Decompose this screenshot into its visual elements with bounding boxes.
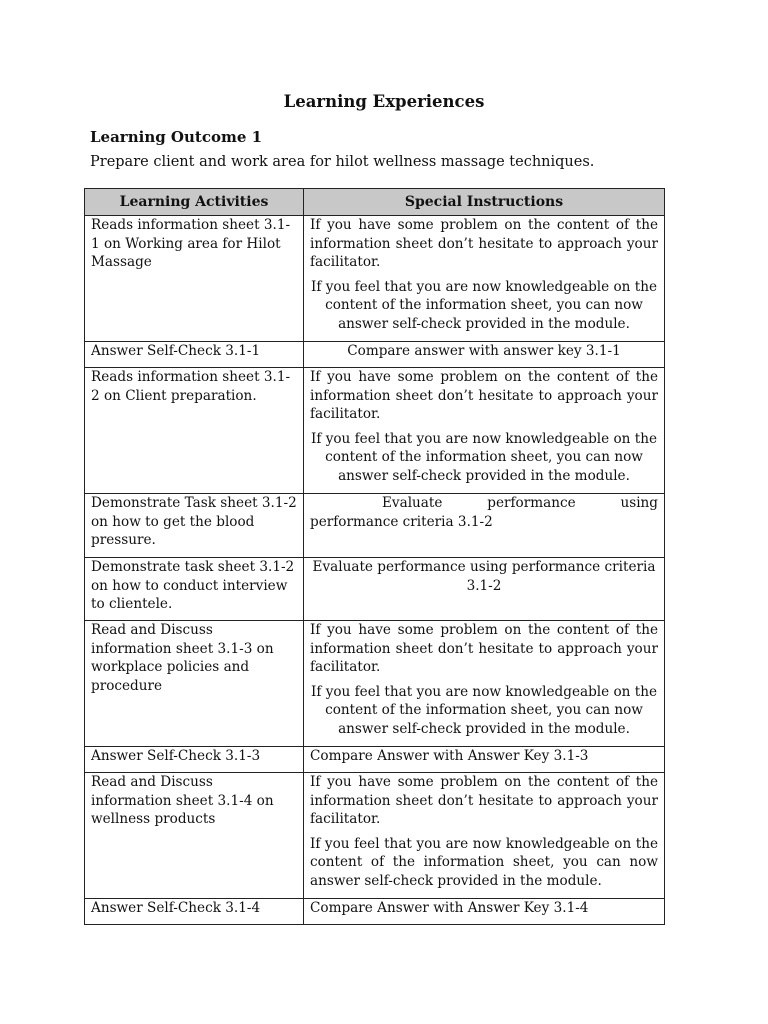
table-row [85,216,665,342]
activity-cell: Demonstrate task sheet 3.1-2 on how to conduct interview to clientele. [85,558,304,621]
instruction-text: Compare Answer with Answer Key 3.1-4 [310,900,589,916]
instruction-cell [304,558,665,621]
table-row [85,342,665,368]
activity-cell: Answer Self-Check 3.1-1 [85,342,304,368]
page-title: Learning Experiences [283,92,485,111]
instruction-text: Evaluate performance using performance criteria 3.1-2 [312,559,656,594]
header-special-instructions: Special Instructions [304,189,665,216]
instruction-cell [304,342,665,368]
instruction-text: If you have some problem on the content of the information sheet don’t hesitate to approach your facilitator. [310,774,658,827]
activity-cell: Answer Self-Check 3.1-4 [85,899,304,925]
table-row [85,558,665,621]
instruction-cell [304,494,665,558]
instruction-text: Compare answer with answer key 3.1-1 [347,343,621,359]
activity-cell: Answer Self-Check 3.1-3 [85,747,304,773]
instruction-cell [304,216,665,342]
activity-cell: Demonstrate Task sheet 3.1-2 on how to get the blood pressure. [85,494,304,558]
header-learning-activities: Learning Activities [85,189,304,216]
instruction-text: Compare Answer with Answer Key 3.1-3 [310,748,589,764]
instruction-cell [304,368,665,494]
table-row [85,747,665,773]
instruction-text: Evaluate performance using performance criteria 3.1-2 [310,495,658,530]
activity-cell: Read and Discuss information sheet 3.1-3 on workplace policies and procedure [85,621,304,747]
activity-cell: Reads information sheet 3.1-1 on Working area for Hilot Massage [85,216,304,342]
table-header-row [85,189,665,216]
instruction-cell [304,747,665,773]
instruction-text: If you feel that you are now knowledgeable on the content of the information sheet, you can now answer self-check provided in the module. [310,683,658,737]
table-row [85,368,665,494]
instruction-text: If you have some problem on the content of the information sheet don’t hesitate to approach your facilitator. [310,217,658,270]
instruction-text: If you have some problem on the content of the information sheet don’t hesitate to approach your facilitator. [310,369,658,422]
instruction-cell [304,621,665,747]
activity-cell: Read and Discuss information sheet 3.1-4 on wellness products [85,773,304,899]
learning-outcome-description: Prepare client and work area for hilot wellness massage techniques. [90,154,595,170]
activity-cell: Reads information sheet 3.1-2 on Client preparation. [85,368,304,494]
instruction-cell [304,899,665,925]
table-row [85,494,665,558]
instruction-text: If you feel that you are now knowledgeable on the content of the information sheet, you can now answer self-check provided in the module. [310,835,658,889]
instruction-text: If you have some problem on the content of the information sheet don’t hesitate to approach your facilitator. [310,622,658,675]
learning-outcome-heading: Learning Outcome 1 [90,128,263,146]
instruction-text: If you feel that you are now knowledgeable on the content of the information sheet, you can now answer self-check provided in the module. [310,430,658,484]
table-row [85,899,665,925]
instruction-cell [304,773,665,899]
table-row [85,773,665,899]
instruction-text: If you feel that you are now knowledgeable on the content of the information sheet, you can now answer self-check provided in the module. [310,278,658,332]
learning-activities-table [84,188,665,925]
table-row [85,621,665,747]
